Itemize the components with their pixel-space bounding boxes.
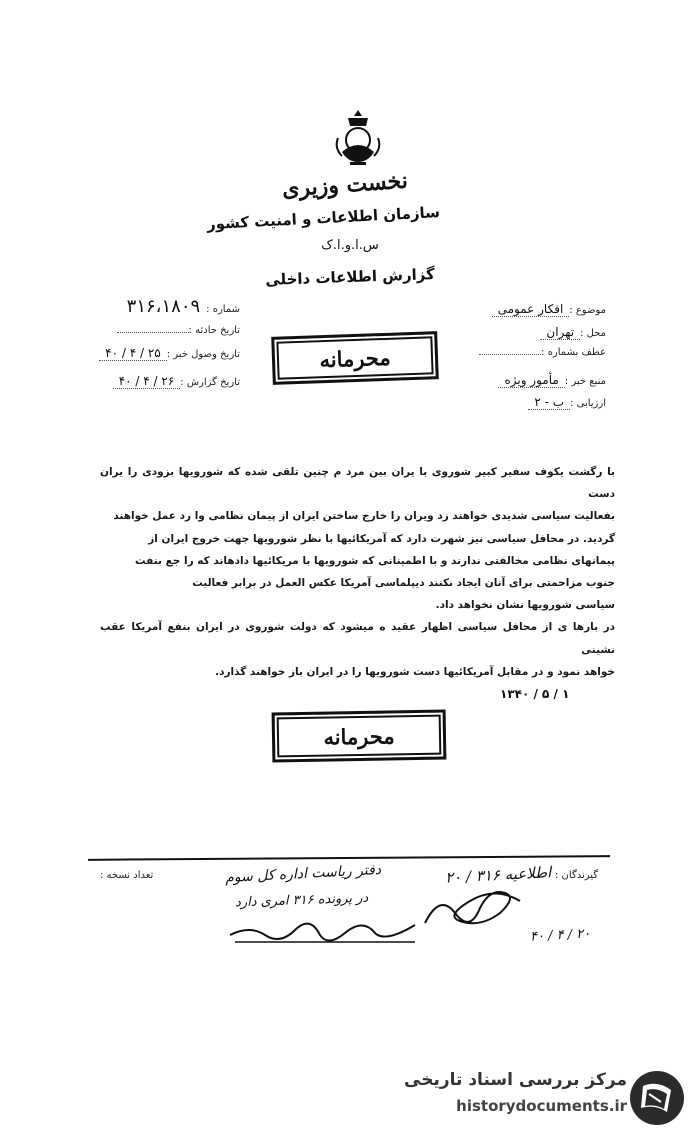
meta-reference: عطف بشماره :: [478, 347, 606, 358]
signature-right: [420, 878, 530, 938]
report-body: [100, 461, 615, 683]
confidential-stamp-top: محرمانه: [271, 331, 439, 385]
body-line: با رگشت یکوف سفیر کبیر شوروی با یران بین مرد م چنین تلقی شده که شورویها بزودی را یران دست: [100, 466, 615, 501]
handwritten-note-1: دفتر ریاست اداره کل سوم: [224, 861, 382, 887]
meta-incident-date: تاریخ حادثه :: [55, 325, 240, 336]
watermark-url[interactable]: historydocuments.ir: [456, 1097, 627, 1115]
org-title: نخست وزیری: [281, 167, 409, 203]
watermark-title: مرکز بررسی اسناد تاریخی: [404, 1070, 627, 1090]
body-line: گردید. در محافل سیاسی نیز شهرت دارد که آمریکائیها با نظر شورویها جهت خروج ایران از: [148, 532, 615, 545]
body-line: خواهد نمود و در مقابل آمریکائیها دست شورویها را در ایران باز خواهند گذارد.: [215, 665, 615, 678]
body-line: بفعالیت سیاسی شدیدی خواهند زد ویران را خارج ساختن ایران از پیمان نظامی وا رد عمل خواهند: [113, 510, 615, 523]
handwritten-note-2: در پرونده ۳۱۶ امری دارد: [234, 890, 369, 911]
handwritten-recipient: اطلاعیه ۳۱۶ / ۲۰: [444, 863, 552, 887]
confidential-stamp-bottom: محرمانه: [272, 709, 447, 762]
meta-report-date: تاریخ گزارش : ۲۶ / ۴ / ۴۰: [55, 374, 240, 389]
copies-label: تعداد نسخه :: [100, 870, 154, 881]
lion-and-sun-emblem: [330, 108, 386, 168]
body-line: در بارها ی از محافل سیاسی اظهار عقید ه میشود که دولت شوروی در ایران بنفع آمریکا عقب نشینی: [100, 621, 615, 656]
meta-evaluation: ارزیابی : ب - ۲: [478, 395, 606, 410]
signature-left: [225, 910, 425, 950]
meta-location: محل : تهران: [478, 325, 606, 340]
meta-source: منبع خبر : مأمور ویژه: [478, 373, 606, 388]
org-code: س.ا.و.ا.ک: [321, 238, 379, 253]
meta-received-date: تاریخ وصول خبر : ۲۵ / ۴ / ۴۰: [55, 346, 240, 361]
footer-divider: [88, 855, 610, 861]
meta-number: شماره : ۳۱۶،۱۸۰۹: [126, 296, 240, 317]
meta-subject: موضوع : افکار عمومی: [478, 302, 606, 317]
report-title: گزارش اطلاعات داخلی: [264, 265, 436, 289]
body-line: سیاسی شورویها نشان نخواهد داد.: [435, 599, 615, 612]
archive-logo: [629, 1070, 685, 1126]
handwritten-date: ۲۰ / ۴ / ۴۰: [529, 926, 591, 945]
report-date: ۱۳۴۰ / ۵ / ۱: [500, 687, 570, 701]
org-subtitle: سازمان اطلاعات و امنیت کشور: [206, 203, 441, 234]
recipients-label: گیرندگان :: [555, 870, 599, 881]
body-line: جنوب مزاحمتی برای آنان ایجاد نکنند دیپلماسی آمریکا عکس العمل در برابر فعالیت: [192, 577, 615, 590]
body-line: پیمانهای نظامی مخالفتی ندارند و با اطمینانی که شورویها با مریکائیها دادهاند که را جع بنفت: [135, 554, 615, 567]
